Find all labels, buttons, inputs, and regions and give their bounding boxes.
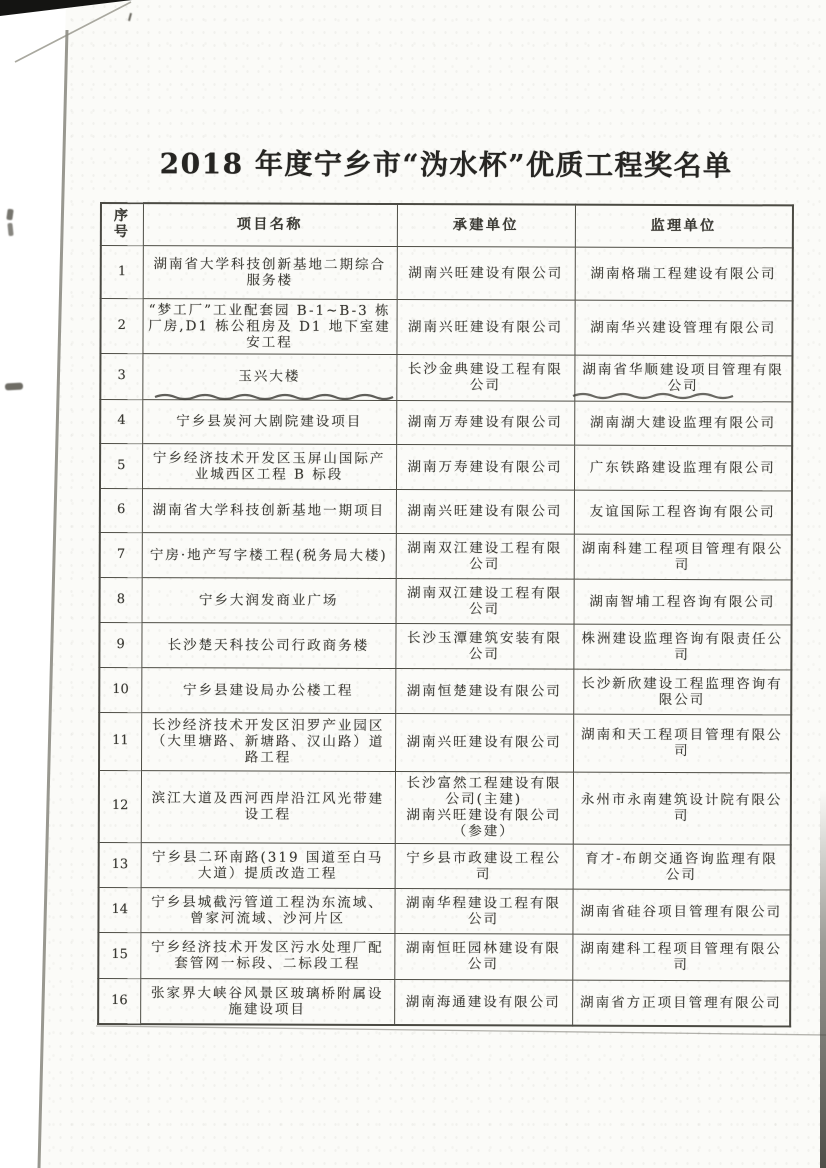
table-row xyxy=(99,842,791,889)
cell-no: 9 xyxy=(99,622,141,667)
scanner-edge-shadow xyxy=(820,790,826,1168)
cell-contractor: 湖南华程建设工程有限公司 xyxy=(394,888,572,934)
cell-no: 15 xyxy=(98,932,140,978)
cell-supervisor: 湖南省方正项目管理有限公司 xyxy=(572,980,790,1027)
document-title: 2018 年度宁乡市“沩水杯”优质工程奖名单 xyxy=(159,147,733,183)
cell-project: 湖南省大学科技创新基地一期项目 xyxy=(142,488,396,533)
col-header-no: 序号 xyxy=(101,203,143,245)
cell-supervisor: 湖南省硅谷项目管理有限公司 xyxy=(572,889,790,935)
table-row xyxy=(99,667,791,714)
table-row xyxy=(98,978,790,1026)
table-row xyxy=(98,887,790,934)
cell-project: 宁乡县建设局办公楼工程 xyxy=(141,667,395,713)
cell-supervisor: 湖南省华顺建设项目管理有限公司 xyxy=(574,355,792,402)
cell-no: 7 xyxy=(100,532,142,577)
cell-project: 张家界大峡谷风景区玻璃桥附属设施建设项目 xyxy=(140,978,394,1025)
cell-no: 6 xyxy=(100,488,142,532)
cell-contractor: 湖南兴旺建设有限公司 xyxy=(395,713,573,772)
table-row xyxy=(100,532,792,579)
cell-supervisor: 湖南湖大建设监理有限公司 xyxy=(574,401,792,446)
cell-contractor: 湖南万寿建设有限公司 xyxy=(396,444,574,490)
cell-project: 长沙经济技术开发区汨罗产业园区（大里塘路、新塘路、汉山路）道路工程 xyxy=(141,712,395,771)
cell-project: 宁乡县二环南路(319 国道至白马大道）提质改造工程 xyxy=(141,842,395,888)
col-header-project: 项目名称 xyxy=(143,203,397,246)
cell-no: 4 xyxy=(100,399,142,443)
table-row xyxy=(100,443,792,490)
cell-no: 12 xyxy=(99,770,141,842)
col-header-supervisor: 监理单位 xyxy=(575,205,793,248)
cell-supervisor: 广东铁路建设监理有限公司 xyxy=(574,445,792,491)
table-row xyxy=(100,488,792,534)
table-row xyxy=(100,399,792,445)
col-header-contractor: 承建单位 xyxy=(397,204,575,247)
cell-contractor: 宁乡县市政建设工程公司 xyxy=(395,843,573,889)
cell-project: “梦工厂”工业配套园 B-1~B-3 栋厂房,D1 栋公租房及 D1 地下室建安工程 xyxy=(142,298,396,354)
cell-no: 16 xyxy=(98,978,140,1024)
cell-supervisor: 株洲建设监理咨询有限责任公司 xyxy=(573,624,791,670)
cell-supervisor: 育才-布朗交通咨询监理有限公司 xyxy=(573,844,791,890)
cell-supervisor: 湖南智埔工程咨询有限公司 xyxy=(574,579,792,625)
table-row xyxy=(100,577,792,624)
cell-supervisor: 湖南科建工程项目管理有限公司 xyxy=(574,534,792,580)
table-row xyxy=(101,245,793,300)
cell-supervisor: 湖南华兴建设管理有限公司 xyxy=(574,300,792,356)
cell-supervisor: 湖南和天工程项目管理有限公司 xyxy=(573,714,791,773)
cell-project: 湖南省大学科技创新基地二期综合服务楼 xyxy=(143,245,397,299)
cell-project: 宁乡经济技术开发区玉屏山国际产业城西区工程 B 标段 xyxy=(142,443,396,489)
cell-contractor: 湖南恒楚建设有限公司 xyxy=(395,668,573,714)
cell-project: 宁乡县城截污管道工程沩东流域、曾家河流域、沙河片区 xyxy=(140,887,394,933)
cell-project: 长沙楚天科技公司行政商务楼 xyxy=(141,622,395,668)
cell-project: 宁乡大润发商业广场 xyxy=(142,577,396,623)
table-row xyxy=(99,622,791,669)
cell-no: 10 xyxy=(99,667,141,712)
cell-contractor: 湖南恒旺园林建设有限公司 xyxy=(394,933,572,980)
margin-smudge xyxy=(6,209,13,221)
cell-contractor: 湖南双江建设工程有限公司 xyxy=(396,533,574,579)
cell-contractor: 湖南兴旺建设有限公司 xyxy=(397,246,575,300)
cell-project: 宁乡经济技术开发区污水处理厂配套管网一标段、二标段工程 xyxy=(140,932,394,979)
cell-supervisor: 长沙新欣建设工程监理咨询有限公司 xyxy=(573,669,791,715)
table-row xyxy=(100,353,792,401)
cell-project: 宁乡县炭河大剧院建设项目 xyxy=(142,399,396,444)
cell-contractor: 湖南双江建设工程有限公司 xyxy=(396,578,574,624)
margin-smudge xyxy=(5,383,23,391)
table-row xyxy=(98,932,790,980)
cell-project: 滨江大道及西河西岸沿江风光带建设工程 xyxy=(141,770,395,843)
cell-contractor: 长沙玉潭建筑安装有限公司 xyxy=(395,623,573,669)
cell-contractor: 湖南兴旺建设有限公司 xyxy=(396,299,574,355)
cell-supervisor: 湖南建科工程项目管理有限公司 xyxy=(572,934,790,981)
cell-supervisor: 永州市永南建筑设计院有限公司 xyxy=(573,772,791,845)
table-row xyxy=(99,712,791,772)
table-row xyxy=(100,298,792,355)
table-body xyxy=(98,245,793,1026)
cell-contractor: 长沙富然工程建设有限公司(主建) 湖南兴旺建设有限公司（参建） xyxy=(395,771,573,844)
award-table xyxy=(97,202,794,1027)
cell-contractor: 长沙金典建设工程有限公司 xyxy=(396,354,574,401)
cell-supervisor: 友谊国际工程咨询有限公司 xyxy=(574,490,792,535)
cell-supervisor: 湖南格瑞工程建设有限公司 xyxy=(575,247,793,301)
cell-project: 宁房·地产写字楼工程(税务局大楼) xyxy=(142,532,396,578)
cell-contractor: 湖南兴旺建设有限公司 xyxy=(396,489,574,534)
cell-no: 2 xyxy=(100,298,142,353)
cell-no: 13 xyxy=(99,842,141,887)
header-row xyxy=(101,203,793,247)
cell-no: 3 xyxy=(100,353,142,399)
cell-no: 11 xyxy=(99,712,141,770)
cell-contractor: 湖南万寿建设有限公司 xyxy=(396,400,574,445)
cell-no: 14 xyxy=(98,887,140,932)
cell-no: 8 xyxy=(100,577,142,622)
margin-smudge xyxy=(7,223,13,236)
cell-no: 5 xyxy=(100,443,142,488)
cell-project: 玉兴大楼 xyxy=(142,353,396,400)
cell-contractor: 湖南海通建设有限公司 xyxy=(394,979,572,1026)
table-row xyxy=(99,770,791,844)
cell-no: 1 xyxy=(101,245,143,298)
